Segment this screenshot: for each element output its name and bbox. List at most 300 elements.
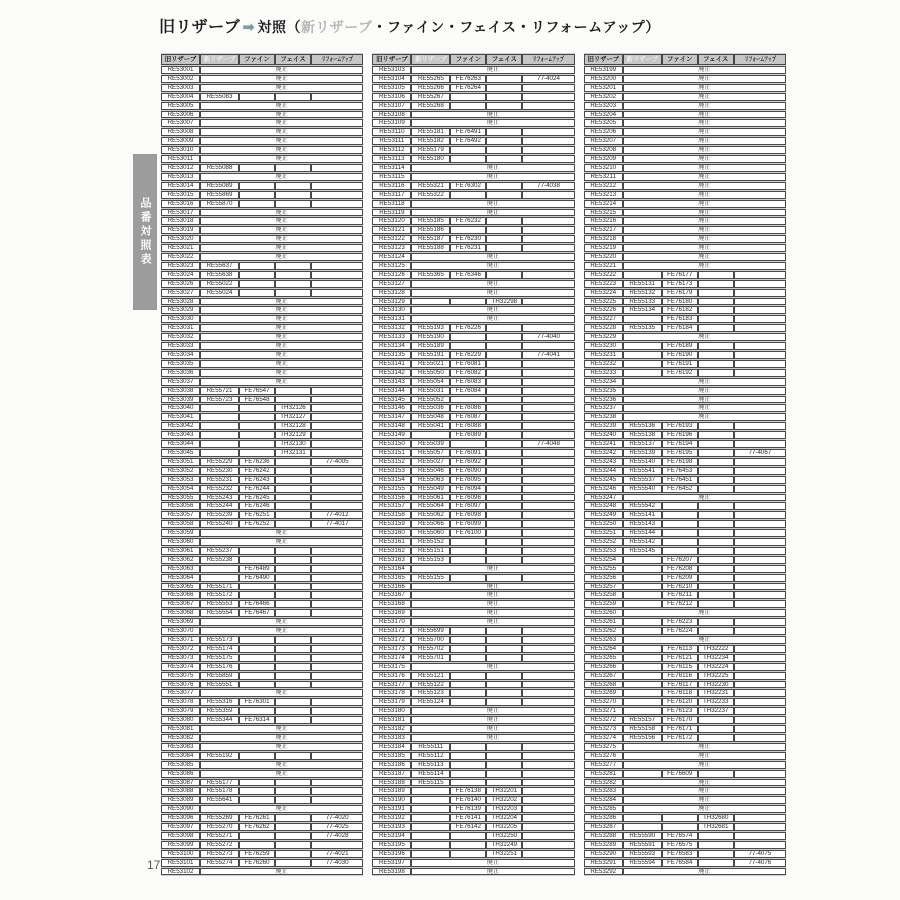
face-code-cell (486, 761, 522, 769)
fine-code-cell: FE76452 (662, 485, 698, 493)
table-row (161, 315, 363, 323)
fine-code-cell: FE76609 (662, 770, 698, 778)
fine-code-cell (239, 832, 275, 840)
new-code-cell: RE55240 (200, 520, 239, 528)
old-code-cell: RE53096 (161, 814, 200, 822)
table-row (161, 752, 363, 760)
old-code-cell: RE53184 (372, 743, 411, 751)
fine-code-cell (662, 823, 698, 831)
new-code-cell: RE55124 (411, 698, 450, 706)
col-header-face: フェイス (698, 54, 734, 65)
face-code-cell (486, 191, 522, 199)
table-row (161, 654, 363, 662)
table-row (161, 235, 363, 243)
old-code-cell: RE53107 (372, 102, 411, 110)
old-code-cell: RE53134 (372, 342, 411, 350)
new-code-cell: RE55054 (411, 378, 450, 386)
discontinued-cell: 廃止 (200, 627, 363, 635)
old-code-cell: RE53249 (584, 511, 623, 519)
face-code-cell (275, 280, 311, 288)
table-row (161, 707, 363, 715)
reform-code-cell (311, 485, 363, 493)
face-code-cell (486, 538, 522, 546)
face-code-cell (486, 485, 522, 493)
face-code-cell (275, 485, 311, 493)
table-row (584, 298, 786, 306)
face-code-cell (275, 796, 311, 804)
face-code-cell (275, 832, 311, 840)
table-row (372, 351, 574, 359)
table-row (372, 805, 574, 813)
fine-code-cell: FE76092 (450, 458, 486, 466)
fine-code-cell: FE76096 (450, 494, 486, 502)
new-code-cell: RE55243 (200, 494, 239, 502)
table-row (584, 396, 786, 404)
new-code-cell: RE55133 (623, 298, 662, 306)
face-code-cell (486, 324, 522, 332)
face-code-cell (698, 832, 734, 840)
face-code-cell (275, 609, 311, 617)
face-code-cell (275, 565, 311, 573)
fine-code-cell: FE76089 (450, 431, 486, 439)
reform-code-cell (522, 494, 574, 502)
table-row (161, 841, 363, 849)
table-row (372, 431, 574, 439)
discontinued-cell: 廃止 (200, 102, 363, 110)
face-code-cell (698, 360, 734, 368)
discontinued-cell: 廃止 (623, 137, 786, 145)
old-code-cell: RE53028 (161, 298, 200, 306)
new-code-cell (411, 805, 450, 813)
new-code-cell: RE55046 (411, 467, 450, 475)
table-row (161, 155, 363, 163)
new-code-cell (200, 422, 239, 430)
face-code-cell (698, 841, 734, 849)
discontinued-cell: 廃止 (411, 200, 574, 208)
discontinued-cell: 廃止 (623, 413, 786, 421)
old-code-cell: RE53061 (161, 547, 200, 555)
table-row (372, 689, 574, 697)
table-row (372, 155, 574, 163)
fine-code-cell (450, 645, 486, 653)
face-code-cell (698, 369, 734, 377)
face-code-cell (486, 128, 522, 136)
fine-code-cell: FE76141 (450, 814, 486, 822)
new-code-cell: RE55859 (200, 672, 239, 680)
old-code-cell: RE53189 (372, 787, 411, 795)
table-row (584, 84, 786, 92)
table-row (584, 814, 786, 822)
parts-table-3 (584, 53, 786, 876)
new-code-cell (623, 681, 662, 689)
discontinued-cell: 廃止 (411, 583, 574, 591)
table-row (161, 369, 363, 377)
table-row (372, 102, 574, 110)
table-row (584, 654, 786, 662)
table-row (161, 342, 363, 350)
table-row (372, 315, 574, 323)
old-code-cell: RE53059 (161, 529, 200, 537)
old-code-cell: RE53121 (372, 226, 411, 234)
reform-code-cell (522, 298, 574, 306)
fine-code-cell: FE76171 (662, 725, 698, 733)
old-code-cell: RE53052 (161, 467, 200, 475)
old-code-cell: RE53089 (161, 796, 200, 804)
table-row (161, 378, 363, 386)
table-row (584, 431, 786, 439)
face-code-cell (698, 458, 734, 466)
old-code-cell: RE53204 (584, 111, 623, 119)
discontinued-cell: 廃止 (411, 618, 574, 626)
fine-code-cell: FE76252 (239, 520, 275, 528)
reform-code-cell (522, 485, 574, 493)
table-row (584, 787, 786, 795)
table-row (372, 850, 574, 858)
new-code-cell: RE55553 (200, 600, 239, 608)
old-code-cell: RE53032 (161, 333, 200, 341)
new-code-cell: RE55723 (200, 396, 239, 404)
table-row (161, 440, 363, 448)
new-code-cell: RE55156 (623, 734, 662, 742)
discontinued-cell: 廃止 (623, 102, 786, 110)
new-code-cell: RE55191 (411, 351, 450, 359)
old-code-cell: RE53120 (372, 217, 411, 225)
fine-code-cell: FE76138 (450, 787, 486, 795)
table-row (372, 796, 574, 804)
table-row (584, 868, 786, 876)
old-code-cell: RE53160 (372, 529, 411, 537)
reform-code-cell (311, 707, 363, 715)
reform-code-cell (311, 422, 363, 430)
reform-code-cell (522, 654, 574, 662)
table-row (584, 342, 786, 350)
fine-code-cell: FE76095 (450, 476, 486, 484)
table-row (584, 191, 786, 199)
reform-code-cell (522, 458, 574, 466)
reform-code-cell (522, 93, 574, 101)
table-row (584, 209, 786, 217)
old-code-cell: RE53135 (372, 351, 411, 359)
table-row (161, 351, 363, 359)
fine-code-cell: FE76262 (239, 823, 275, 831)
new-code-cell: RE55702 (411, 645, 450, 653)
discontinued-cell: 廃止 (200, 743, 363, 751)
old-code-cell: RE53275 (584, 743, 623, 751)
old-code-cell: RE53187 (372, 770, 411, 778)
discontinued-cell: 廃止 (623, 636, 786, 644)
table-row (161, 850, 363, 858)
fine-code-cell: FE76230 (450, 235, 486, 243)
old-code-cell: RE53267 (584, 672, 623, 680)
reform-code-cell: 77-4041 (522, 351, 574, 359)
face-code-cell (486, 681, 522, 689)
fine-code-cell: FE76243 (239, 476, 275, 484)
reform-code-cell: 77-4076 (734, 859, 786, 867)
old-code-cell: RE53154 (372, 476, 411, 484)
old-code-cell: RE53225 (584, 298, 623, 306)
old-code-cell: RE53166 (372, 583, 411, 591)
reform-code-cell (522, 689, 574, 697)
old-code-cell: RE53038 (161, 387, 200, 395)
col-header-old: 旧リザーブ (372, 54, 411, 65)
fine-code-cell (450, 832, 486, 840)
reform-code-cell (734, 520, 786, 528)
table-row (584, 565, 786, 573)
fine-code-cell: FE76082 (450, 369, 486, 377)
new-code-cell: RE55594 (623, 859, 662, 867)
table-row (584, 200, 786, 208)
reform-code-cell (734, 547, 786, 555)
new-code-cell (623, 360, 662, 368)
new-code-cell (200, 565, 239, 573)
table-row (161, 253, 363, 261)
old-code-cell: RE53282 (584, 779, 623, 787)
fine-code-cell: FE76453 (662, 467, 698, 475)
old-code-cell: RE53178 (372, 689, 411, 697)
discontinued-cell: 廃止 (411, 119, 574, 127)
col-header-new: 新リザーブ (411, 54, 450, 65)
new-code-cell (623, 342, 662, 350)
old-code-cell: RE53114 (372, 164, 411, 172)
old-code-cell: RE53211 (584, 173, 623, 181)
table-row (584, 66, 786, 74)
face-code-cell (698, 556, 734, 564)
face-code-cell (275, 591, 311, 599)
new-code-cell: RE55177 (200, 779, 239, 787)
old-code-cell: RE53235 (584, 387, 623, 395)
table-row (372, 654, 574, 662)
reform-code-cell (522, 84, 574, 92)
table-row (372, 422, 574, 430)
table-row (161, 600, 363, 608)
reform-code-cell (311, 645, 363, 653)
table-row (372, 672, 574, 680)
discontinued-cell: 廃止 (411, 734, 574, 742)
new-code-cell: RE55172 (200, 591, 239, 599)
new-code-cell: RE55266 (411, 84, 450, 92)
face-code-cell (486, 378, 522, 386)
old-code-cell: RE53042 (161, 422, 200, 430)
table-row (161, 422, 363, 430)
new-code-cell: RE55063 (411, 476, 450, 484)
fine-code-cell: FE76183 (662, 315, 698, 323)
reform-code-cell (311, 494, 363, 502)
old-code-cell: RE53112 (372, 146, 411, 154)
reform-code-cell (522, 476, 574, 484)
col-header-new: 新リザーブ (623, 54, 662, 65)
table-row (372, 111, 574, 119)
new-code-cell (623, 565, 662, 573)
table-row (584, 529, 786, 537)
face-code-cell (275, 663, 311, 671)
face-code-cell (486, 511, 522, 519)
discontinued-cell: 廃止 (200, 298, 363, 306)
table-row (584, 618, 786, 626)
face-code-cell: TH32231 (698, 689, 734, 697)
old-code-cell: RE53030 (161, 315, 200, 323)
table-row (161, 262, 363, 270)
fine-code-cell: FE76173 (662, 280, 698, 288)
old-code-cell: RE53290 (584, 850, 623, 858)
face-code-cell (275, 814, 311, 822)
reform-code-cell (522, 779, 574, 787)
new-code-cell (623, 618, 662, 626)
face-code-cell (486, 93, 522, 101)
face-code-cell (698, 627, 734, 635)
new-code-cell (411, 796, 450, 804)
discontinued-cell: 廃止 (411, 600, 574, 608)
table-row (584, 859, 786, 867)
face-code-cell (275, 271, 311, 279)
face-code-cell (698, 511, 734, 519)
old-code-cell: RE53173 (372, 645, 411, 653)
discontinued-cell: 廃止 (411, 253, 574, 261)
face-code-cell (698, 431, 734, 439)
discontinued-cell: 廃止 (623, 235, 786, 243)
table-row (161, 814, 363, 822)
table-row (372, 75, 574, 83)
new-code-cell: RE55083 (200, 93, 239, 101)
new-code-cell: RE55701 (411, 654, 450, 662)
reform-code-cell (522, 324, 574, 332)
old-code-cell: RE53087 (161, 779, 200, 787)
fine-code-cell (239, 583, 275, 591)
fine-code-cell (450, 226, 486, 234)
new-code-cell: RE55139 (623, 449, 662, 457)
old-code-cell: RE53202 (584, 93, 623, 101)
discontinued-cell: 廃止 (200, 209, 363, 217)
table-row (161, 725, 363, 733)
old-code-cell: RE53251 (584, 529, 623, 537)
new-code-cell: RE55153 (411, 556, 450, 564)
table-row (372, 128, 574, 136)
table-row (161, 119, 363, 127)
reform-code-cell (311, 404, 363, 412)
fine-code-cell: FE76244 (239, 485, 275, 493)
old-code-cell: RE53027 (161, 289, 200, 297)
new-code-cell (200, 404, 239, 412)
table-row (584, 93, 786, 101)
table-row (584, 440, 786, 448)
old-code-cell: RE53129 (372, 298, 411, 306)
old-code-cell: RE53113 (372, 155, 411, 163)
table-row (372, 547, 574, 555)
face-code-cell (698, 520, 734, 528)
reform-code-cell (522, 698, 574, 706)
old-code-cell: RE53099 (161, 841, 200, 849)
reform-code-cell: 77-4067 (734, 449, 786, 457)
face-code-cell (275, 289, 311, 297)
new-code-cell: RE55111 (411, 743, 450, 751)
face-code-cell (275, 458, 311, 466)
discontinued-cell: 廃止 (200, 217, 363, 225)
face-code-cell: TH32234 (698, 654, 734, 662)
old-code-cell: RE53070 (161, 627, 200, 635)
reform-code-cell (734, 529, 786, 537)
table-row (372, 298, 574, 306)
old-code-cell: RE53073 (161, 654, 200, 662)
col-header-reform: リフォームアップ (311, 54, 363, 65)
new-code-cell: RE55132 (623, 289, 662, 297)
table-row (161, 547, 363, 555)
old-code-cell: RE53026 (161, 280, 200, 288)
col-header-face: フェイス (486, 54, 522, 65)
discontinued-cell: 廃止 (623, 387, 786, 395)
face-code-cell (275, 502, 311, 510)
table-row (161, 209, 363, 217)
old-code-cell: RE53019 (161, 226, 200, 234)
fine-code-cell (662, 538, 698, 546)
table-row (372, 770, 574, 778)
reform-code-cell (734, 556, 786, 564)
table-row (161, 770, 363, 778)
old-code-cell: RE53283 (584, 787, 623, 795)
new-code-cell: RE55171 (200, 583, 239, 591)
reform-code-cell: 77-4020 (311, 814, 363, 822)
table-row (372, 164, 574, 172)
old-code-cell: RE53109 (372, 119, 411, 127)
old-code-cell: RE53206 (584, 128, 623, 136)
discontinued-cell: 廃止 (623, 200, 786, 208)
discontinued-cell: 廃止 (623, 868, 786, 876)
reform-code-cell (311, 191, 363, 199)
discontinued-cell: 廃止 (623, 75, 786, 83)
discontinued-cell: 廃止 (623, 182, 786, 190)
face-code-cell (486, 574, 522, 582)
new-code-cell: RE55064 (411, 502, 450, 510)
old-code-cell: RE53183 (372, 734, 411, 742)
new-code-cell: RE55135 (623, 324, 662, 332)
face-code-cell (275, 494, 311, 502)
reform-code-cell (311, 387, 363, 395)
table-row (584, 217, 786, 225)
face-code-cell (275, 191, 311, 199)
old-code-cell: RE53123 (372, 244, 411, 252)
old-code-cell: RE53281 (584, 770, 623, 778)
discontinued-cell: 廃止 (411, 306, 574, 314)
face-code-cell (486, 369, 522, 377)
face-code-cell (698, 725, 734, 733)
reform-code-cell (522, 627, 574, 635)
reform-code-cell: 77-4012 (311, 511, 363, 519)
reform-code-cell (311, 547, 363, 555)
old-code-cell: RE53066 (161, 591, 200, 599)
face-code-cell (486, 672, 522, 680)
face-code-cell (698, 485, 734, 493)
old-code-cell: RE53258 (584, 591, 623, 599)
old-code-cell: RE53020 (161, 235, 200, 243)
table-row (161, 137, 363, 145)
reform-code-cell (522, 520, 574, 528)
reform-code-cell (311, 663, 363, 671)
old-code-cell: RE53268 (584, 681, 623, 689)
fine-code-cell (239, 707, 275, 715)
new-code-cell: RE55178 (200, 787, 239, 795)
new-code-cell: RE55321 (411, 182, 450, 190)
table-row (584, 458, 786, 466)
reform-code-cell (734, 716, 786, 724)
face-code-cell: TH32237 (698, 707, 734, 715)
fine-code-cell: FE76123 (662, 707, 698, 715)
old-code-cell: RE53175 (372, 663, 411, 671)
fine-code-cell: FE76466 (239, 600, 275, 608)
reform-code-cell (522, 146, 574, 154)
discontinued-cell: 廃止 (411, 209, 574, 217)
new-code-cell (200, 574, 239, 582)
old-code-cell: RE53125 (372, 262, 411, 270)
new-code-cell: RE55024 (200, 289, 239, 297)
fine-code-cell: FE76211 (662, 591, 698, 599)
